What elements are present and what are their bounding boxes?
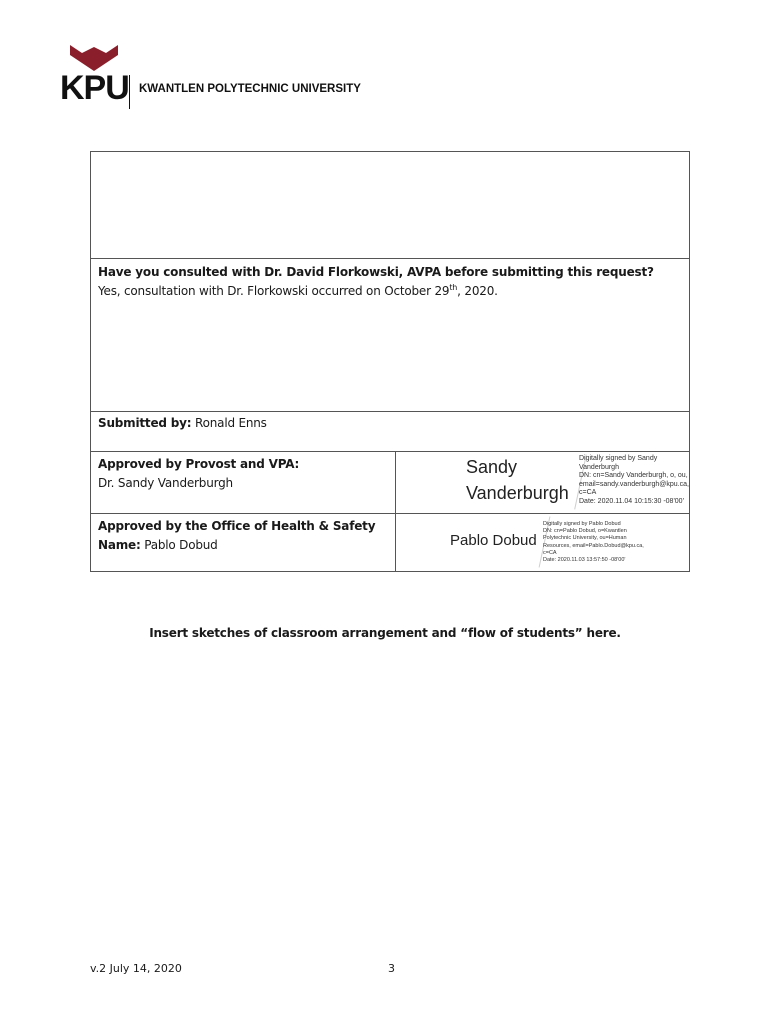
safety-signature-meta-line: c=CA — [543, 549, 557, 556]
provost-signature-meta — [579, 455, 689, 507]
provost-label: Approved by Provost and VPA: — [98, 457, 300, 471]
safety-signature-meta-line: Polytechnic University, ou=Human — [543, 535, 627, 542]
consult-answer-end: , 2020. — [457, 284, 498, 298]
consult-answer — [98, 282, 682, 301]
submitted-value: Ronald Enns — [195, 416, 267, 430]
provost-signature-meta-line: c=CA — [579, 489, 597, 497]
kpu-logo — [60, 45, 380, 107]
provost-signature-name-2: Vanderburgh — [466, 483, 569, 503]
submitted-row — [91, 412, 689, 452]
provost-row — [91, 452, 689, 514]
provost-signature-meta-line: Vanderburgh — [579, 463, 619, 471]
safety-name-label: Name: — [98, 538, 141, 552]
consult-answer-text: Yes, consultation with Dr. Florkowski occurred on October 29 — [98, 284, 450, 298]
safety-signature-meta-line: DN: cn=Pablo Dobud, o=Kwantlen — [543, 528, 627, 535]
university-name: KWANTLEN POLYTECHNIC UNIVERSITY — [139, 83, 361, 95]
consultation-row — [91, 259, 689, 412]
provost-signature-name-1: Sandy — [466, 457, 518, 477]
safety-signature-meta — [543, 521, 663, 564]
empty-row — [91, 152, 689, 259]
approval-form-table — [90, 151, 690, 572]
safety-signature-name: Pablo Dobud — [450, 532, 537, 549]
footer-version: v.2 July 14, 2020 — [90, 962, 182, 975]
safety-signature-meta-line: Date: 2020.11.03 13:57:50 -08'00' — [543, 557, 626, 564]
safety-name-value: Pablo Dobud — [144, 538, 218, 552]
logo-text: KPU — [60, 69, 129, 107]
logo-divider — [129, 75, 130, 109]
safety-signature-meta-line: Resources, email=Pablo.Dobud@kpu.ca, — [543, 542, 644, 549]
consult-answer-sup: th — [449, 283, 458, 292]
provost-signature-meta-line: email=sandy.vanderburgh@kpu.ca, — [579, 480, 689, 488]
provost-signature-meta-line: Date: 2020.11.04 10:15:30 -08'00' — [579, 497, 684, 505]
provost-signature-meta-line: Digitally signed by Sandy — [579, 455, 658, 462]
provost-signature — [396, 452, 689, 513]
safety-row — [91, 514, 689, 571]
provost-value: Dr. Sandy Vanderburgh — [98, 476, 233, 490]
insert-sketches-instruction: Insert sketches of classroom arrangement and “flow of students” here. — [149, 626, 621, 640]
submitted-label: Submitted by: — [98, 416, 192, 430]
consult-question: Have you consulted with Dr. David Florkowski, AVPA before submitting this request? — [98, 265, 654, 279]
safety-signature — [396, 514, 689, 571]
safety-signature-meta-line: Digitally signed by Pablo Dobud — [543, 521, 621, 527]
footer-page-number: 3 — [388, 962, 395, 975]
provost-signature-meta-line: DN: cn=Sandy Vanderburgh, o, ou, — [579, 472, 688, 480]
safety-label: Approved by the Office of Health & Safety — [98, 519, 376, 533]
